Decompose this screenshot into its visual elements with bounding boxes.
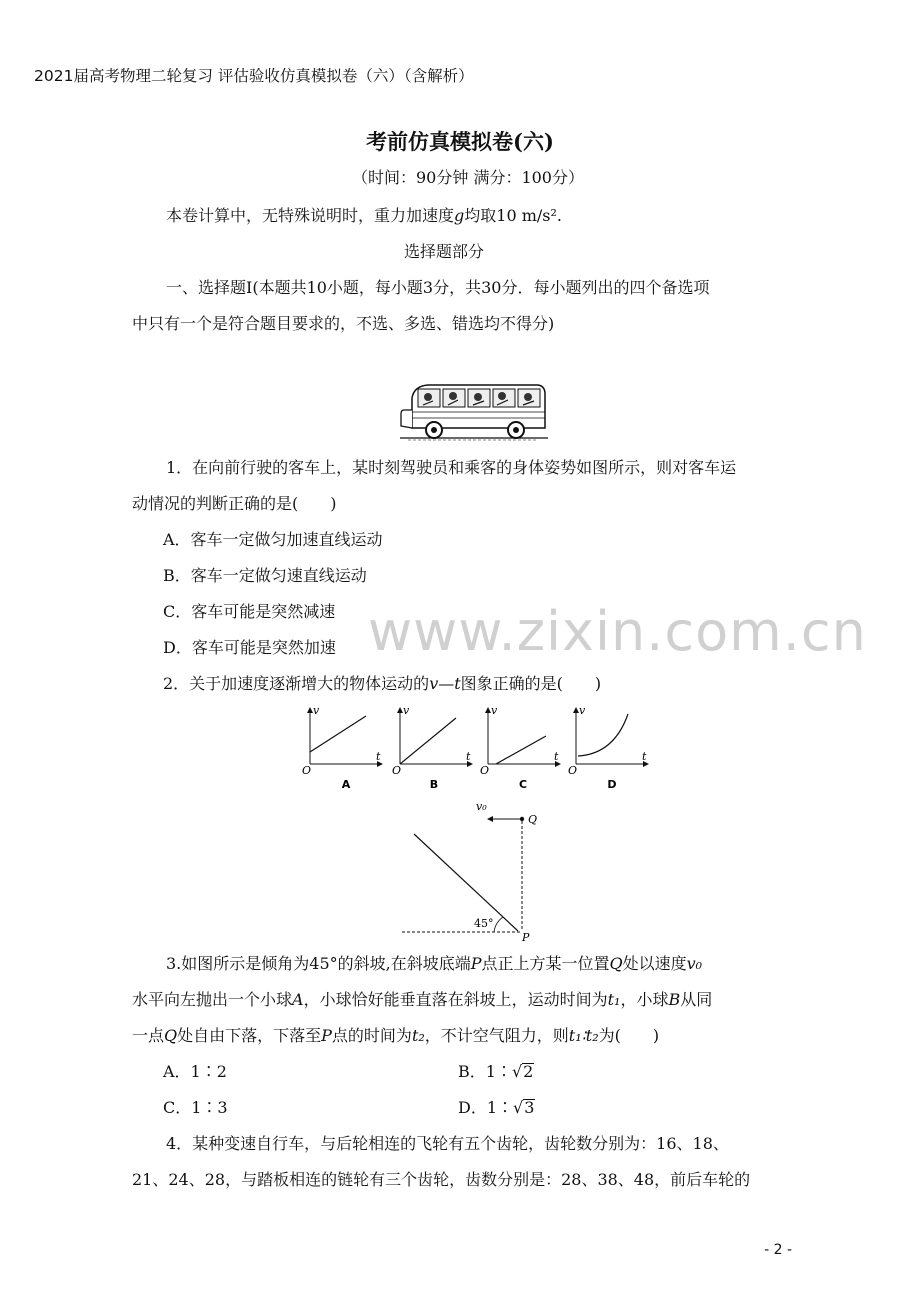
graph-a-label: A [341, 778, 351, 791]
graph-c [480, 704, 560, 791]
graph-b-origin: O [392, 764, 402, 777]
q2-graphs [296, 704, 666, 798]
q3-option-a: A．1∶2 [163, 1062, 227, 1081]
graph-b-v-label: v [403, 704, 410, 717]
graph-a-t-label: t [376, 750, 381, 763]
graph-d [568, 704, 648, 791]
graph-c-origin: O [480, 764, 490, 777]
page-title: 考前仿真模拟卷(六) [366, 129, 554, 154]
q3-option-b: B．1∶√2 [458, 1062, 534, 1081]
document-header: 2021届高考物理二轮复习 评估验收仿真模拟卷（六）（含解析） [34, 67, 474, 85]
graph-d-v-label: v [579, 704, 586, 717]
q1-stem-line2: 动情况的判断正确的是( ) [132, 494, 337, 513]
q2-stem: 2．关于加速度逐渐增大的物体运动的v—t图象正确的是( ) [163, 674, 602, 693]
q1-option-d: D．客车可能是突然加速 [163, 638, 336, 657]
q1-option-a: A．客车一定做匀加速直线运动 [163, 530, 383, 549]
q3-stem-line2: 水平向左抛出一个小球A，小球恰好能垂直落在斜坡上，运动时间为t₁，小球B从同 [132, 990, 713, 1009]
graph-c-v-label: v [491, 704, 498, 717]
graph-b-curve [400, 718, 456, 764]
graph-b-t-label: t [466, 750, 471, 763]
gravity-note: 本卷计算中，无特殊说明时，重力加速度g均取10 m/s². [166, 206, 562, 225]
section-title: 选择题部分 [404, 242, 485, 261]
q1-option-c: C．客车可能是突然减速 [163, 602, 336, 621]
q1-stem-line1: 1．在向前行驶的客车上，某时刻驾驶员和乘客的身体姿势如图所示，则对客车运 [166, 458, 737, 477]
sqrt-sign: √ [513, 1098, 524, 1117]
q1-option-b: B．客车一定做匀速直线运动 [163, 566, 367, 585]
q3-option-c: C．1∶3 [163, 1098, 228, 1117]
graph-d-curve [578, 714, 628, 756]
q4-stem-line2: 21、24、28，与踏板相连的链轮有三个齿轮，齿数分别是：28、38、48，前后车轮的 [132, 1170, 751, 1189]
sqrt-sign: √ [511, 1062, 523, 1081]
bus-illustration [398, 380, 550, 442]
graph-a [302, 704, 382, 791]
page-number: - 2 - [764, 1242, 792, 1258]
graph-c-label: C [518, 778, 528, 791]
incline-line [414, 834, 518, 931]
q-label: Q [528, 813, 538, 826]
p-label: P [522, 931, 530, 942]
graph-b-label: B [429, 778, 439, 791]
part1-instructions-line2: 中只有一个是符合题目要求的，不选、多选、错选均不得分) [132, 314, 555, 333]
graph-a-curve [310, 716, 366, 752]
point-q [520, 817, 524, 821]
q3-incline-figure [400, 800, 560, 942]
graph-d-label: D [607, 778, 617, 791]
exam-info: （时间：90分钟 满分：100分） [352, 168, 584, 187]
graph-d-origin: O [568, 764, 578, 777]
graph-d-t-label: t [642, 750, 647, 763]
watermark: www.zixin.com.cn [368, 600, 867, 663]
v0-label: v₀ [476, 800, 487, 813]
q4-stem-line1: 4．某种变速自行车，与后轮相连的飞轮有五个齿轮，齿轮数分别为：16、18、 [166, 1134, 729, 1153]
graph-b [392, 704, 472, 791]
q3-stem-line3: 一点Q处自由下落，下落至P点的时间为t₂，不计空气阻力，则t₁∶t₂为( ) [132, 1026, 660, 1045]
part1-instructions-line1: 一、选择题Ⅰ(本题共10小题，每小题3分，共30分．每小题列出的四个备选项 [166, 278, 710, 297]
graph-c-t-label: t [554, 750, 559, 763]
angle-label: 45° [474, 917, 494, 930]
graph-a-v-label: v [313, 704, 320, 717]
graph-c-curve [496, 736, 546, 764]
q3-option-d: D．1∶√3 [458, 1098, 535, 1117]
graph-a-origin: O [302, 764, 312, 777]
q3-stem-line1: 3.如图所示是倾角为45°的斜坡,在斜坡底端P点正上方某一位置Q处以速度v₀ [166, 954, 703, 973]
